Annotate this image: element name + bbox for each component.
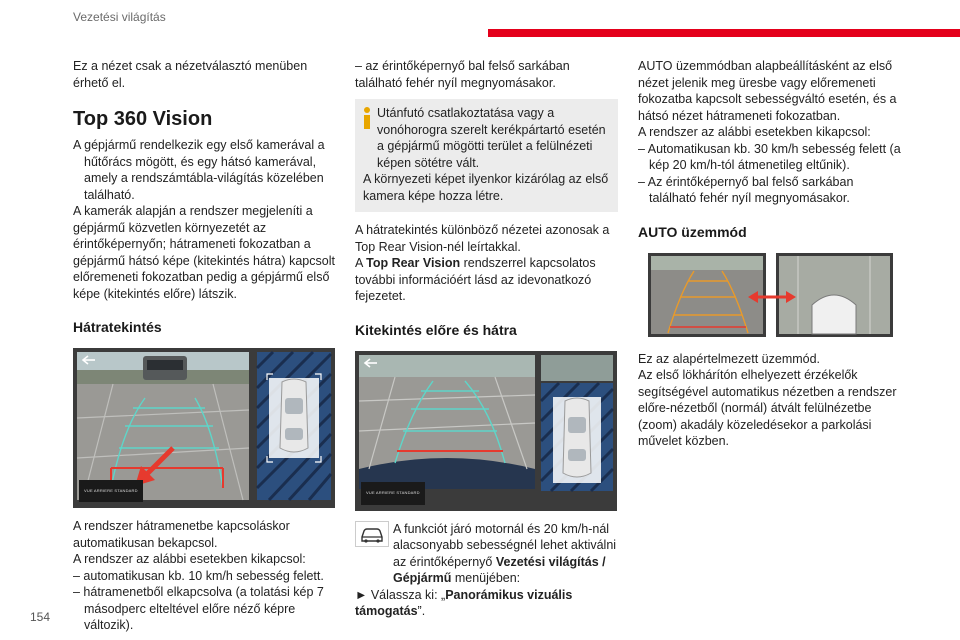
view-label-chip: VUE ARRIERE STANDARD [79,480,143,503]
intro-text: Ez a nézet csak a nézetválasztó menüben érhető el. [73,59,308,90]
camera-description: A gépjármű rendelkezik egy első kamerával a hűtőrács mögött, és egy hátsó kamerával, amely a rendszámtábla-világítás közelében található. [73,138,325,202]
page-number: 154 [30,610,51,624]
display-description: A kamerák alapján a rendszer megjeleníti a gépjármű közvetlen környezetét az érintőképernyőn; hátrameneti fokozatban a gépjármű hátsó képe (kitekintés hátra) kapcsolt előremeneti fokozatban pedig a gépjármű első képe (kitekintés előre) látszik. [73,204,335,301]
auto-default-mode: Ez az alapértelmezett üzemmód. [638,351,821,366]
rear-view-same-text: A hátratekintés különböző nézetei azonosak a Top Rear Vision-nél leírtakkal. [355,223,610,254]
auto-default-text: AUTO üzemmódban alapbeállításként az első nézet jelenik meg üresbe vagy előremeneti fokozatba kapcsolt sebességváltó esetén, és a hátsó nézet hátrameneti fokozatban. [638,59,897,123]
front-rear-illustration [355,351,617,511]
info-icon [363,107,371,129]
auto-mode-illustration [648,253,893,339]
running-header: Vezetési világítás [73,10,166,24]
subheading-rear-view: Hátratekintés [73,319,162,335]
deactivation-intro: A rendszer az alábbi esetekben kikapcsol: [73,552,306,566]
activation-menu-text: A funkciót járó motornál és 20 km/h-nál alacsonyabb sebességnél lehet aktiválni az érintőképernyő Vezetési világítás / Gépjármű menüjében: [393,521,617,585]
auto-off-arrow: – Az érintőképernyő bal felső sarkában található fehér nyíl megnyomásakor. [638,174,854,205]
column-3 [638,58,903,450]
auto-mode-images [648,253,893,339]
view-label-chip-2: VUE ARRIERE STANDARD [361,482,425,505]
activation-text: A rendszer hátramenetbe kapcsoláskor automatikusan bekapcsol. [73,519,290,550]
column-2 [355,58,618,620]
deactivation-speed: – automatikusan kb. 10 km/h sebesség felett. [73,568,324,583]
info-text-trailer: Utánfutó csatlakoztatása vagy a vonóhorogra szerelt kerékpártartó esetén a gépjármű mögötti terület a felülnézeti képen sötétre vált. [377,106,606,170]
select-instruction: ► Válassza ki: „Panorámikus vizuális támogatás”. [355,587,573,618]
header-accent-bar [488,29,960,37]
auto-off-intro: A rendszer az alábbi esetekben kikapcsol: [638,125,871,139]
section-heading-top360: Top 360 Vision [73,108,213,130]
info-text-front-camera: A környezeti képet ilyenkor kizárólag az első kamera képe hozza létre. [363,172,609,203]
double-arrow-icon [748,291,796,303]
car-drive-icon [355,521,389,547]
subheading-front-rear: Kitekintés előre és hátra [355,321,517,338]
deactivation-arrow: – az érintőképernyő bal felső sarkában található fehér nyíl megnyomásakor. [355,59,570,90]
rear-view-illustration [73,348,335,508]
auto-off-speed: – Automatikusan kb. 30 km/h sebesség felett (a kép 20 km/h-tól átmenetileg eltűnik). [638,141,901,172]
deactivation-reverse: – hátramenetből elkapcsolva (a tolatási kép 7 másodperc elteltével előre néző képre változik). [73,585,324,632]
subheading-auto-mode: AUTO üzemmód [638,223,747,240]
info-box [355,99,618,212]
auto-sensor-text: Az első lökhárítón elhelyezett érzékelők segítségével automatikus nézetben a rendszer előre-nézetből (normál) átvált felülnézetbe (zoom) akadály közeledésekor a parkolási művelet közben. [638,368,897,448]
activation-row [355,521,618,587]
top-rear-vision-ref: A Top Rear Vision rendszerrel kapcsolatos további információért lásd az idevonatkozó fejezetet. [355,256,596,303]
column-1 [73,58,335,634]
